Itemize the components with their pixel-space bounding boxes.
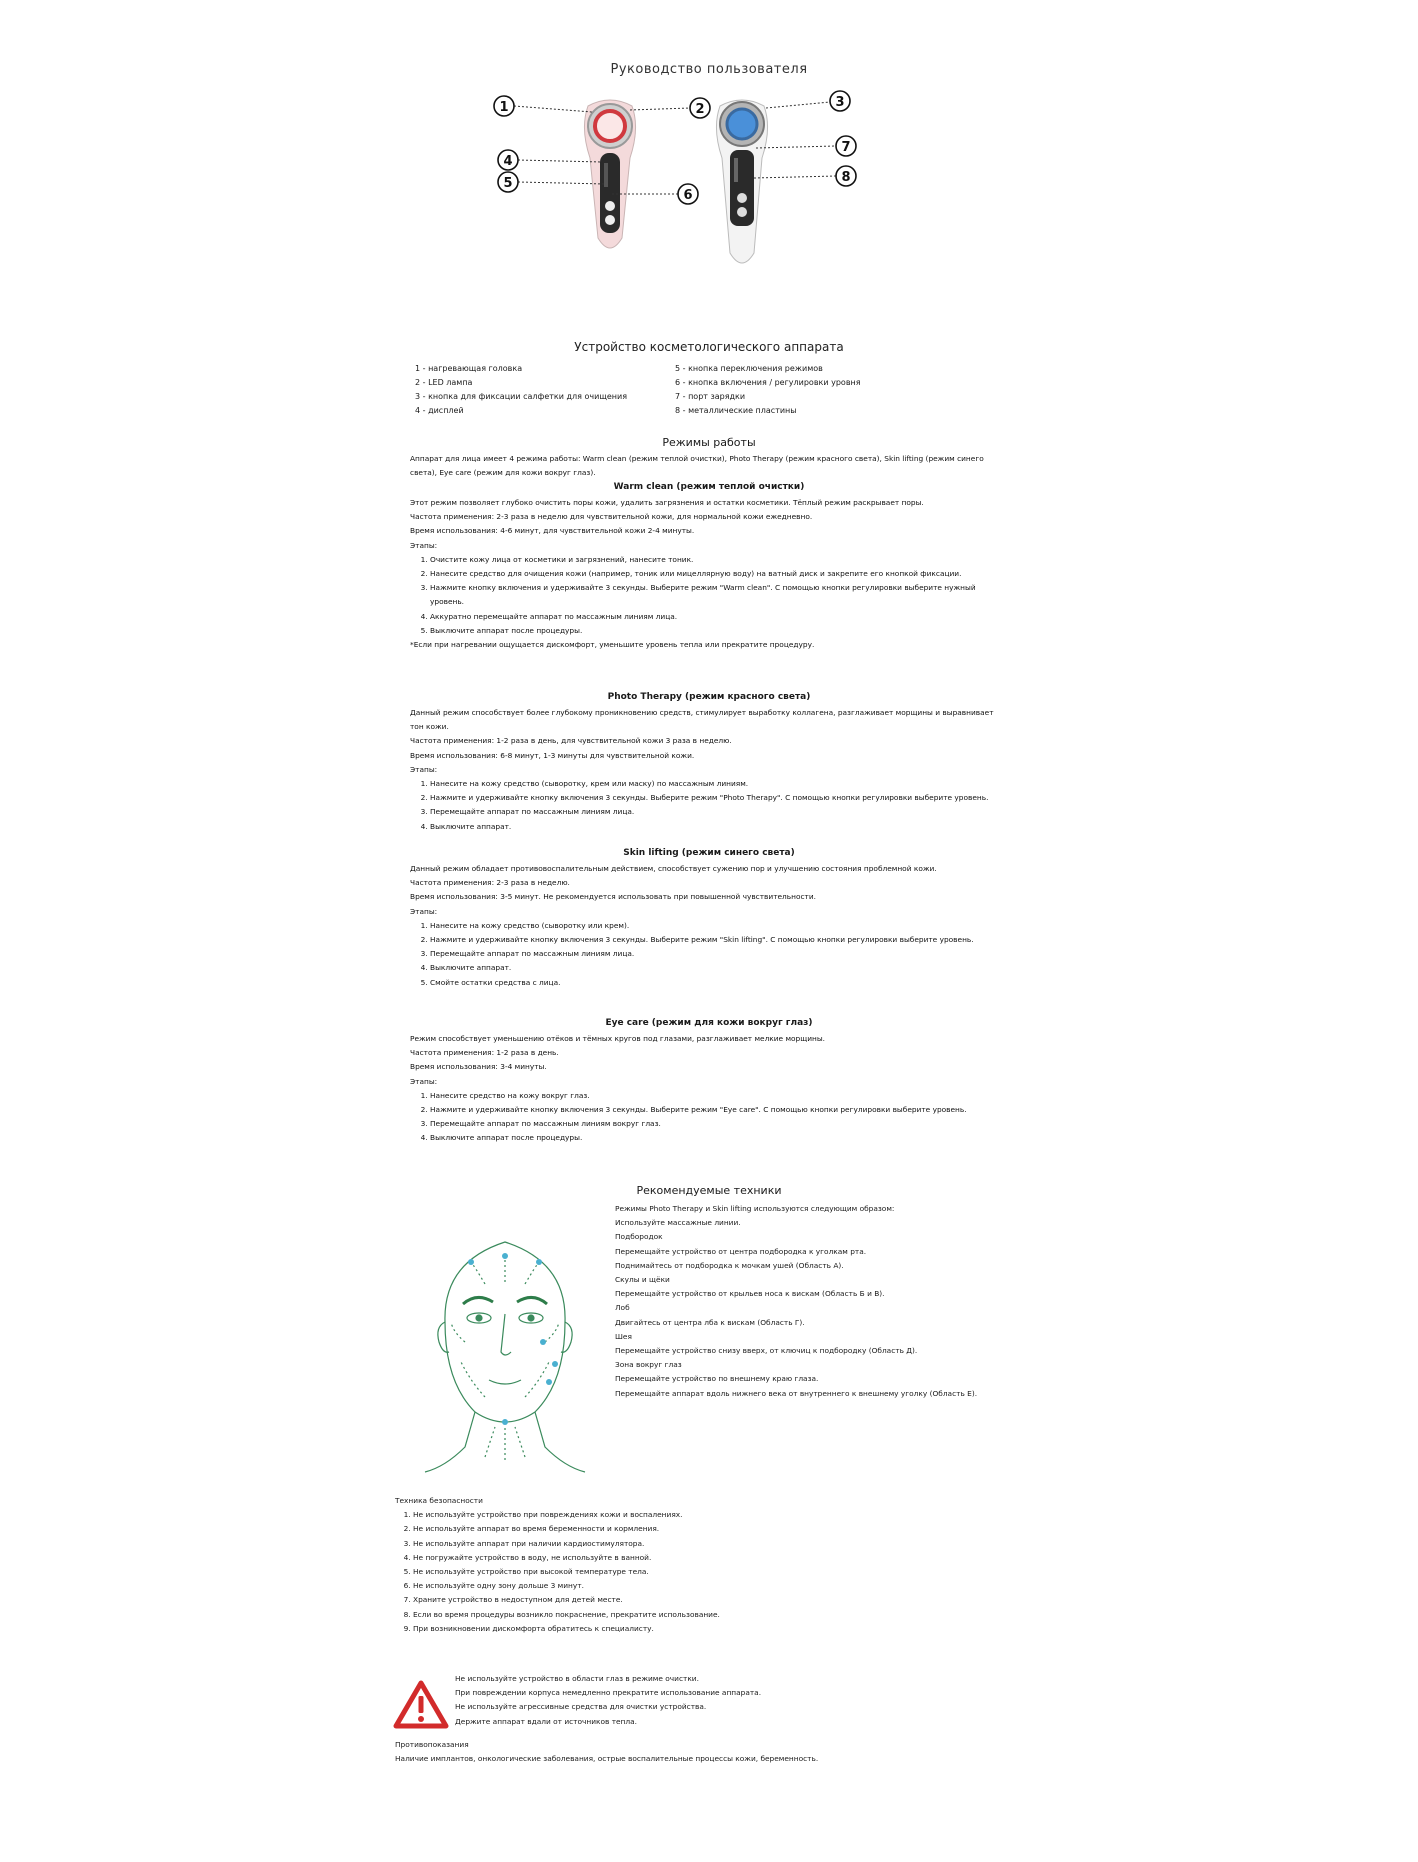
mode1-text: Частота применения: 2-3 раза в неделю для чувствительной кожи, для нормальной кожи ежедневно. — [410, 512, 813, 522]
mode1-steps-label: Этапы: — [410, 540, 438, 550]
part-item: 8 - металлические пластины — [675, 406, 797, 415]
step-item: 4. Выключите аппарат. — [430, 820, 1000, 834]
mode4-text: Режим способствует уменьшению отёков и тёмных кругов под глазами, разглаживает мелкие морщины. — [410, 1034, 826, 1043]
device-subtitle: Устройство косметологического аппарата — [574, 340, 844, 354]
step-item: 2. Нанесите средство для очищения кожи (например, тоник или мицеллярную воду) на ватный диск и закрепите его кнопкой фиксации. — [430, 567, 1000, 581]
mode2-steps-label: Этапы: — [410, 764, 438, 774]
mode4-section — [410, 1032, 1000, 1146]
precaution-item: 4. Не погружайте устройство в воду, не используйте в ванной. — [413, 1551, 1015, 1565]
callout-8: 8 — [841, 170, 851, 185]
warning-line: Не используйте агрессивные средства для очистки устройства. — [455, 1702, 707, 1712]
step-item: 1. Нанесите на кожу средство (сыворотку или крем). — [430, 919, 1000, 933]
mode3-section — [410, 862, 1000, 990]
step-item: 3. Перемещайте аппарат по массажным линиям лица. — [430, 947, 1000, 961]
mode1-note: *Если при нагревании ощущается дискомфорт, уменьшите уровень тепла или прекратите процедуру. — [410, 640, 815, 650]
step-item: 4. Аккуратно перемещайте аппарат по массажным линиям лица. — [430, 610, 1000, 624]
zone-line: Перемещайте устройство от центра подбородка к уголкам рта. — [615, 1246, 867, 1256]
warning-line: Держите аппарат вдали от источников тепла. — [455, 1716, 637, 1726]
step-item: 5. Смойте остатки средства с лица. — [430, 976, 1000, 990]
step-item: 3. Нажмите кнопку включения и удерживайте 3 секунды. Выберите режим "Warm clean". С помощью кнопки регулировки выберите нужный уровень. — [430, 581, 1000, 609]
step-item: 1. Очистите кожу лица от косметики и загрязнений, нанесите тоник. — [430, 553, 1000, 567]
part-item: 7 - порт зарядки — [675, 392, 746, 401]
zone-line: Подбородок — [615, 1232, 663, 1242]
footer-section — [395, 1738, 1015, 1766]
modes-heading: Режимы работы — [662, 436, 756, 449]
modes-intro: Аппарат для лица имеет 4 режима работы: Warm clean (режим теплой очистки), Photo Therapy (режим красного света), Skin lifting (режим синего света), Eye care (режим для кожи вокруг глаз). — [410, 454, 984, 478]
mode3-steps-label: Этапы: — [410, 906, 438, 916]
mode1-text: Этот режим позволяет глубоко очистить поры кожи, удалить загрязнения и остатки косметики. Тёплый режим раскрывает поры. — [410, 498, 924, 507]
precaution-item: 3. Не используйте аппарат при наличии кардиостимулятора. — [413, 1537, 1015, 1551]
precautions-list — [395, 1508, 1015, 1636]
warnings-section — [455, 1672, 1015, 1729]
callout-1: 1 — [499, 100, 509, 115]
mode2-steps — [410, 777, 1000, 834]
callout-5: 5 — [503, 176, 513, 191]
mode2-text: Данный режим способствует более глубокому проникновению средств, стимулирует выработку коллагена, разглаживает морщины и выравнивает тон кожи. — [410, 708, 994, 732]
step-item: 2. Нажмите и удерживайте кнопку включения 3 секунды. Выберите режим "Eye care". С помощью кнопки регулировки выберите уровень. — [430, 1103, 1000, 1117]
mode1-heading: Warm clean (режим теплой очистки) — [613, 482, 805, 492]
precaution-item: 9. При возникновении дискомфорта обратитесь к специалисту. — [413, 1622, 1015, 1636]
mode4-heading: Eye care (режим для кожи вокруг глаз) — [605, 1018, 813, 1028]
part-item: 1 - нагревающая головка — [415, 364, 523, 373]
mode3-text: Данный режим обладает противовоспалительным действием, способствует сужению пор и улучшению состояния проблемной кожи. — [410, 864, 937, 873]
part-item: 2 - LED лампа — [415, 378, 473, 387]
zone-line: Шея — [615, 1331, 632, 1341]
zone-line: Перемещайте устройство снизу вверх, от ключиц к подбородку (Область Д). — [615, 1346, 918, 1356]
mode1-section — [410, 496, 1000, 652]
step-item: 1. Нанесите средство на кожу вокруг глаз. — [430, 1089, 1000, 1103]
part-item: 4 - дисплей — [415, 406, 464, 415]
callout-4: 4 — [503, 154, 513, 169]
precautions-heading: Техника безопасности — [395, 1496, 483, 1505]
zone-line: Перемещайте устройство от крыльев носа к вискам (Область Б и В). — [615, 1289, 885, 1299]
face-massage-diagram — [415, 1222, 595, 1482]
precaution-item: 5. Не используйте устройство при высокой температуре тела. — [413, 1565, 1015, 1579]
callout-6: 6 — [683, 188, 693, 203]
zone-line: Режимы Photo Therapy и Skin lifting используются следующим образом: — [615, 1204, 895, 1213]
step-item: 3. Перемещайте аппарат по массажным линиям лица. — [430, 805, 1000, 819]
step-item: 2. Нажмите и удерживайте кнопку включения 3 секунды. Выберите режим "Skin lifting". С помощью кнопки регулировки выберите уровень. — [430, 933, 1000, 947]
step-item: 1. Нанесите на кожу средство (сыворотку, крем или маску) по массажным линиям. — [430, 777, 1000, 791]
step-item: 2. Нажмите и удерживайте кнопку включения 3 секунды. Выберите режим "Photo Therapy". С помощью кнопки регулировки выберите уровень. — [430, 791, 1000, 805]
mode3-text: Частота применения: 2-3 раза в неделю. — [410, 878, 570, 888]
precaution-item: 2. Не используйте аппарат во время беременности и кормления. — [413, 1522, 1015, 1536]
precaution-item: 6. Не используйте одну зону дольше 3 минут. — [413, 1579, 1015, 1593]
zone-line: Скулы и щёки — [615, 1275, 670, 1285]
mode2-heading: Photo Therapy (режим красного света) — [607, 692, 811, 702]
zone-line: Используйте массажные линии. — [615, 1218, 741, 1228]
mode4-steps — [410, 1089, 1000, 1146]
part-item: 6 - кнопка включения / регулировки уровня — [675, 378, 861, 387]
part-item: 3 - кнопка для фиксации салфетки для очищения — [415, 392, 628, 401]
zone-line: Перемещайте аппарат вдоль нижнего века от внутреннего к внешнему уголку (Область Е). — [615, 1388, 978, 1398]
precaution-item: 8. Если во время процедуры возникло покраснение, прекратите использование. — [413, 1608, 1015, 1622]
mode4-text: Частота применения: 1-2 раза в день. — [410, 1048, 559, 1058]
mode3-text: Время использования: 3-5 минут. Не рекомендуется использовать при повышенной чувствительности. — [410, 892, 817, 902]
pink-device — [584, 100, 635, 248]
parts-column-right — [675, 362, 955, 418]
warning-line: Не используйте устройство в области глаз в режиме очистки. — [455, 1674, 699, 1683]
zone-line: Двигайтесь от центра лба к вискам (Область Г). — [615, 1317, 805, 1327]
zone-line: Поднимайтесь от подбородка к мочкам ушей (Область А). — [615, 1260, 844, 1270]
step-item: 3. Перемещайте аппарат по массажным линиям вокруг глаз. — [430, 1117, 1000, 1131]
mode4-text: Время использования: 3-4 минуты. — [410, 1062, 547, 1072]
zone-line: Зона вокруг глаз — [615, 1360, 682, 1370]
zones-text — [615, 1202, 1015, 1401]
precaution-item: 7. Храните устройство в недоступном для детей месте. — [413, 1593, 1015, 1607]
footer-text: Наличие имплантов, онкологические заболевания, острые воспалительные процессы кожи, беременность. — [395, 1754, 819, 1764]
mode4-steps-label: Этапы: — [410, 1076, 438, 1086]
mode2-section — [410, 706, 1000, 834]
step-item: 4. Выключите аппарат после процедуры. — [430, 1131, 1000, 1145]
part-item: 5 - кнопка переключения режимов — [675, 364, 823, 373]
step-item: 4. Выключите аппарат. — [430, 961, 1000, 975]
warning-line: При повреждении корпуса немедленно прекратите использование аппарата. — [455, 1688, 762, 1698]
mode2-text: Время использования: 6-8 минут, 1-3 минуты для чувствительной кожи. — [410, 750, 695, 760]
callout-7: 7 — [841, 140, 851, 155]
footer-heading: Противопоказания — [395, 1740, 469, 1749]
mode2-text: Частота применения: 1-2 раза в день, для чувствительной кожи 3 раза в неделю. — [410, 736, 732, 746]
step-item: 5. Выключите аппарат после процедуры. — [430, 624, 1000, 638]
callout-2: 2 — [695, 102, 705, 117]
zone-line: Перемещайте устройство по внешнему краю глаза. — [615, 1374, 819, 1384]
page-title: Руководство пользователя — [610, 62, 808, 77]
mode1-text: Время использования: 4-6 минут, для чувствительной кожи 2-4 минуты. — [410, 526, 695, 536]
white-device — [716, 100, 767, 263]
precautions-section — [395, 1494, 1015, 1636]
callout-3: 3 — [835, 95, 845, 110]
parts-column-left — [415, 362, 695, 418]
mode3-heading: Skin lifting (режим синего света) — [623, 848, 795, 858]
zones-heading: Рекомендуемые техники — [636, 1184, 782, 1197]
device-diagram — [490, 88, 950, 328]
zone-line: Лоб — [615, 1303, 630, 1313]
mode1-steps — [410, 553, 1000, 638]
warning-icon — [393, 1680, 449, 1730]
precaution-item: 1. Не используйте устройство при повреждениях кожи и воспалениях. — [413, 1508, 1015, 1522]
mode3-steps — [410, 919, 1000, 990]
